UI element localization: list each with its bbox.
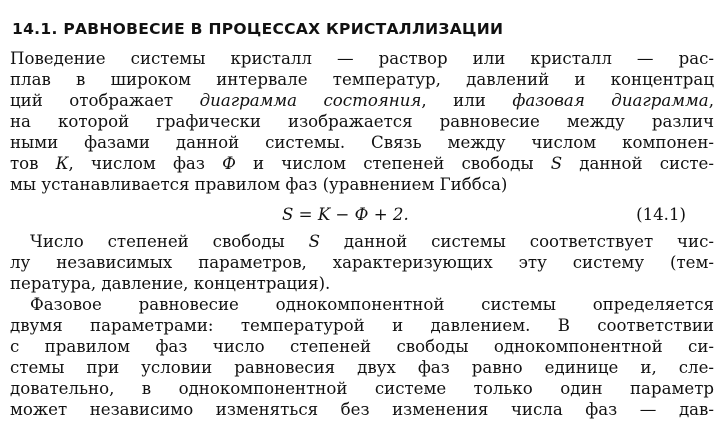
text-span: Число степеней свободы bbox=[30, 232, 309, 251]
text-line: ными фазами данной системы. Связь между числом компонен- bbox=[10, 133, 714, 152]
text-line bbox=[10, 153, 714, 174]
text-line bbox=[10, 231, 714, 252]
text-line: может независимо изменяться без изменения числа фаз — дав- bbox=[10, 400, 714, 419]
text-line: лу независимых параметров, характеризующих эту систему (тем- bbox=[10, 253, 714, 272]
text-line: с правилом фаз число степеней свободы однокомпонентной си- bbox=[10, 337, 714, 356]
text-line: мы устанавливается правилом фаз (уравнением Гиббса) bbox=[10, 175, 508, 194]
text-span: , bbox=[708, 91, 714, 110]
text-span: и числом степеней свободы bbox=[235, 154, 551, 173]
text-line: пература, давление, концентрация). bbox=[10, 274, 331, 293]
text-line bbox=[10, 90, 714, 111]
symbol-f: Ф bbox=[222, 154, 236, 173]
text-span: , числом фаз bbox=[68, 154, 223, 173]
symbol-s: S bbox=[550, 154, 563, 173]
text-line: Поведение системы кристалл — раствор или кристалл — рас- bbox=[10, 49, 714, 68]
text-span: данной системы соответствует чис- bbox=[319, 232, 714, 251]
text-line: плав в широком интервале температур, давлений и концентрац bbox=[10, 70, 714, 89]
paragraph-2 bbox=[10, 231, 714, 294]
paragraph-1 bbox=[10, 48, 714, 195]
text-line: довательно, в однокомпонентной системе только один параметр bbox=[10, 379, 714, 398]
text-span: ций отображает bbox=[10, 91, 200, 110]
equation-number: (14.1) bbox=[636, 205, 686, 224]
text-line: на которой графически изображается равновесие между различ bbox=[10, 112, 714, 131]
text-line: стемы при условии равновесия двух фаз равно единице и, сле- bbox=[10, 358, 714, 377]
section-heading: 14.1. РАВНОВЕСИЕ В ПРОЦЕССАХ КРИСТАЛЛИЗАЦИИ bbox=[12, 20, 504, 38]
term-phase-diagram: фазовая диаграмма bbox=[512, 91, 709, 110]
text-span: данной систе- bbox=[562, 154, 714, 173]
equation-14-1 bbox=[10, 204, 714, 225]
text-line: Фазовое равновесие однокомпонентной системы определяется bbox=[30, 295, 714, 314]
term-phase-state-diagram: диаграмма состояния bbox=[199, 91, 422, 110]
text-line: двумя параметрами: температурой и давлением. В соответствии bbox=[10, 316, 714, 335]
text-span: , или bbox=[421, 91, 513, 110]
text-span: тов bbox=[10, 154, 56, 173]
equation-expression: S = K − Ф + 2. bbox=[282, 205, 409, 224]
symbol-s: S bbox=[308, 232, 320, 251]
paragraph-3 bbox=[10, 294, 714, 420]
symbol-k: К bbox=[55, 154, 69, 173]
